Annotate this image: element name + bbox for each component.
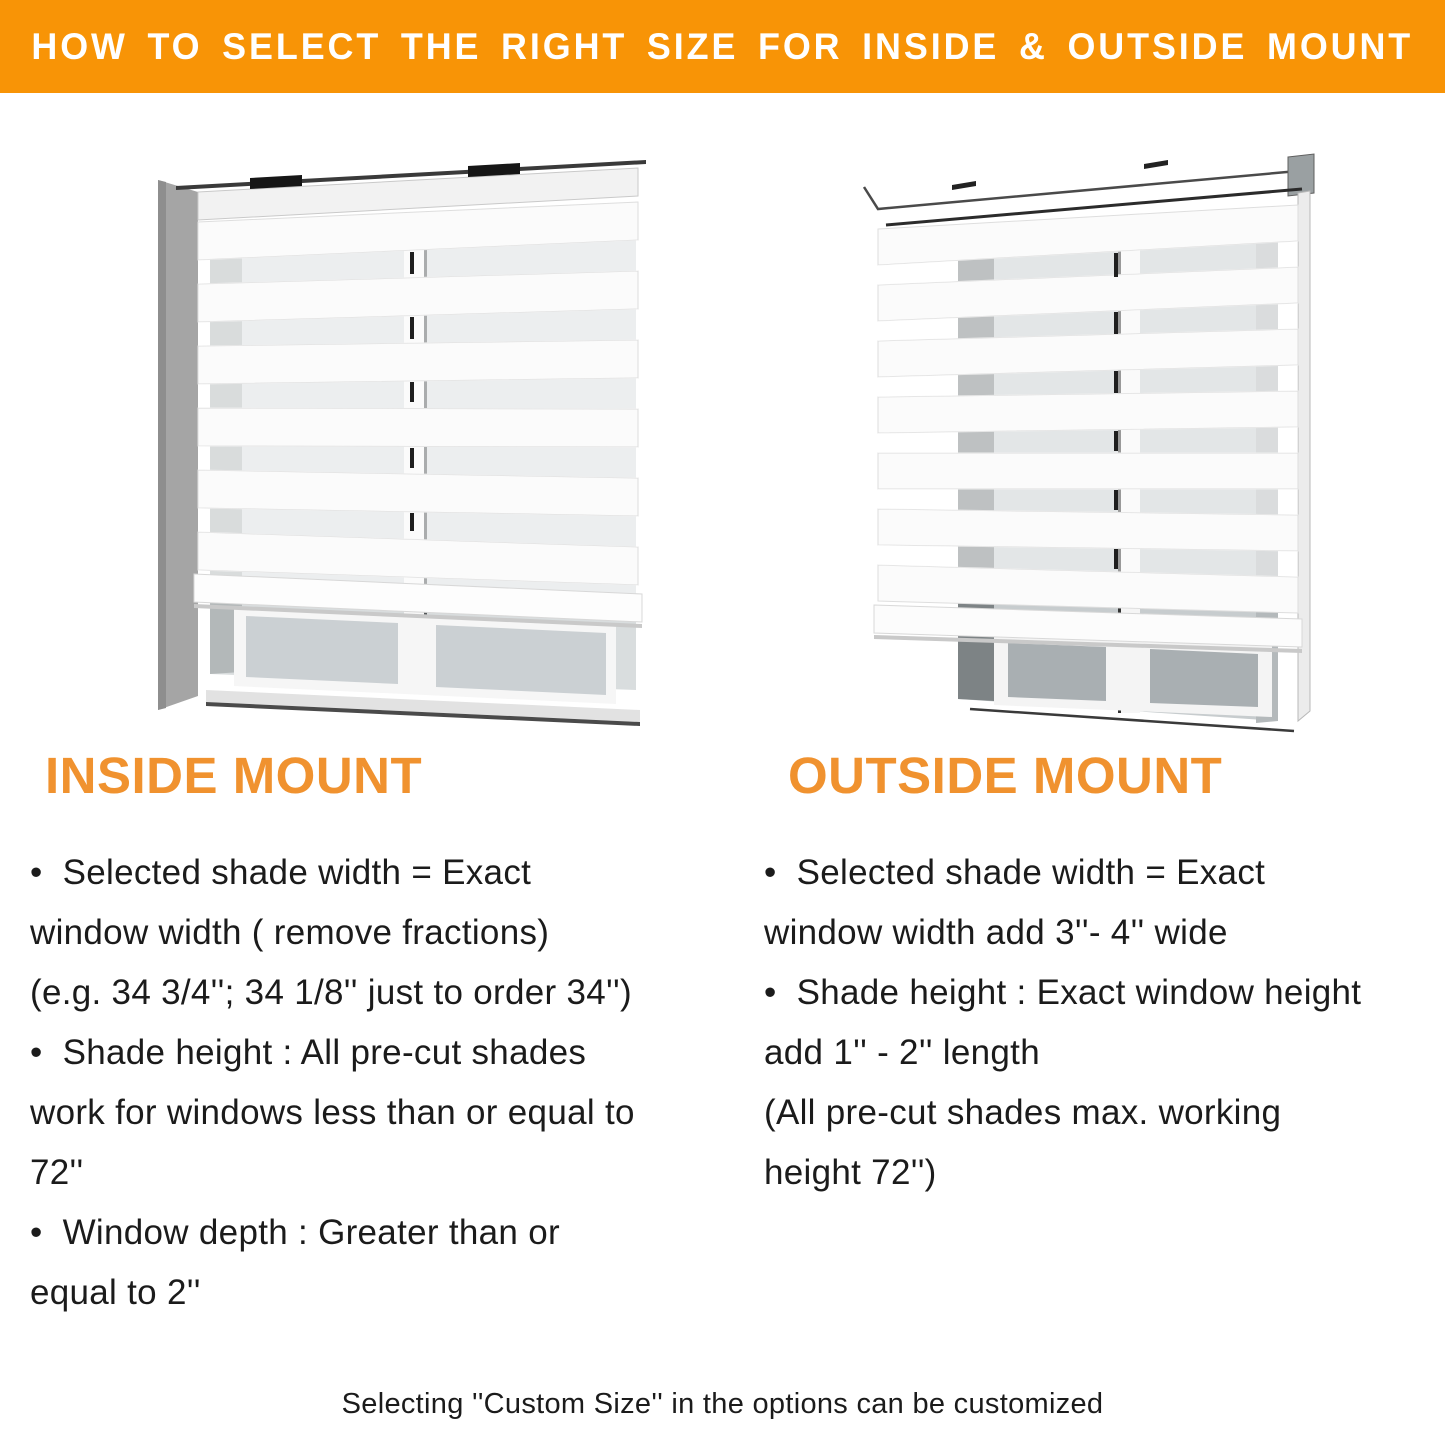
- outside-mount-window-drawing: [858, 133, 1318, 733]
- window-pane: [436, 625, 606, 695]
- text-line: (e.g. 34 3/4''; 34 1/8'' just to order 34''): [30, 973, 632, 1012]
- bullet-line: • Selected shade width = Exact: [764, 853, 1266, 892]
- text-line: window width ( remove fractions): [30, 913, 550, 952]
- text-line: height 72''): [764, 1153, 937, 1192]
- bullet-line: • Window depth : Greater than or: [30, 1213, 560, 1252]
- text-line: work for windows less than or equal to: [30, 1093, 635, 1132]
- zebra-shade: [194, 202, 642, 628]
- inside-mount-column: [30, 843, 720, 1323]
- text-line: add 1'' - 2'' length: [764, 1033, 1040, 1072]
- screw-mark: [952, 181, 976, 190]
- window-pane: [246, 616, 398, 684]
- inside-mount-window-drawing: [150, 148, 655, 738]
- outside-mount-heading: OUTSIDE MOUNT: [788, 747, 1223, 804]
- banner-title: HOW TO SELECT THE RIGHT SIZE FOR INSIDE & OUTSIDE MOUNT: [31, 25, 1414, 67]
- bullet-line: • Shade height : Exact window height: [764, 973, 1362, 1012]
- text-line: (All pre-cut shades max. working: [764, 1093, 1282, 1132]
- title-banner: [0, 0, 1445, 93]
- text-line: 72'': [30, 1153, 84, 1192]
- zebra-shade: [874, 205, 1302, 653]
- window-pane: [1150, 649, 1258, 707]
- bullet-line: • Selected shade width = Exact: [30, 853, 532, 892]
- inside-mount-heading: INSIDE MOUNT: [45, 747, 423, 804]
- outside-mount-illustration: [858, 133, 1318, 733]
- inside-mount-illustration: [150, 148, 655, 738]
- outside-mount-column: [764, 843, 1444, 1203]
- text-line: equal to 2'': [30, 1273, 201, 1312]
- bullet-line: • Shade height : All pre-cut shades: [30, 1033, 587, 1072]
- custom-size-note: Selecting ''Custom Size'' in the options can be customized: [341, 1388, 1104, 1420]
- screw-mark: [1144, 160, 1168, 169]
- window-pane: [1008, 643, 1106, 701]
- text-line: window width add 3''- 4'' wide: [764, 913, 1228, 952]
